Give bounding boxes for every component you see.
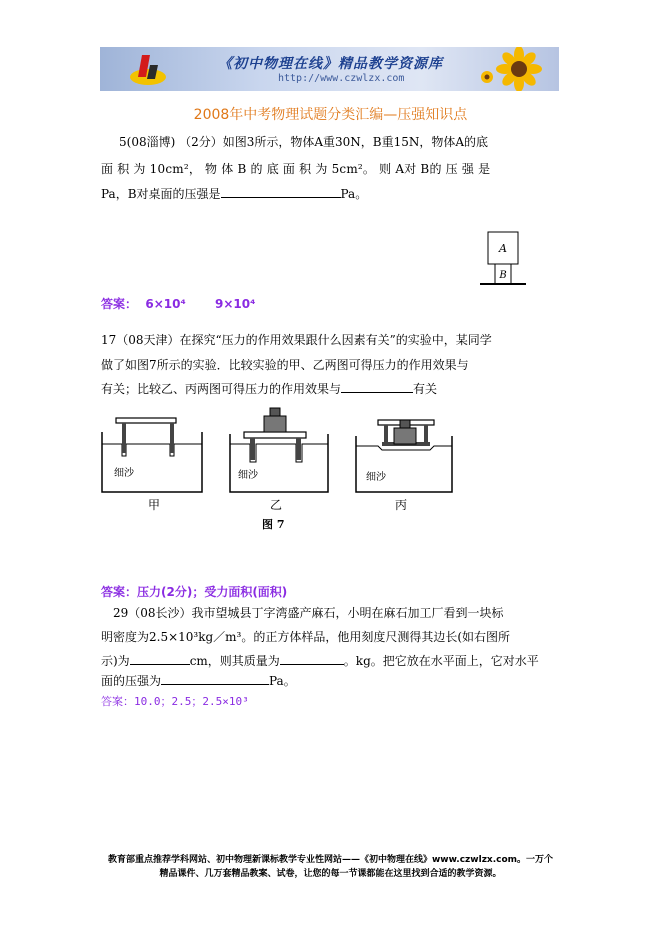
q5-line1: 5(08淄博) （2分）如图3所示，物体A重30N，B重15N，物体A的底	[119, 135, 489, 149]
site-logo	[128, 51, 168, 87]
q17-line3b: 有关	[413, 382, 438, 396]
sand-label-bing: 细沙	[366, 472, 386, 483]
figure-jia-label: 甲	[148, 498, 161, 512]
q29-line3a: 示)为	[101, 654, 130, 668]
q29-blank-edge[interactable]	[130, 652, 190, 665]
q29-line3	[101, 652, 539, 669]
figure-yi-label: 乙	[270, 498, 283, 512]
figure-7-jia	[102, 418, 202, 492]
q5-line3b: Pa。	[340, 187, 368, 201]
sand-label-jia: 细沙	[114, 468, 134, 479]
figure-7-caption: 图 7	[262, 518, 285, 531]
q29-blank-pressure[interactable]	[161, 672, 269, 685]
q17-blank[interactable]	[341, 380, 413, 393]
sand-label-yi: 细沙	[238, 470, 258, 481]
answer-5-value2: 9×10⁴	[214, 297, 256, 311]
block-a-label: A	[499, 242, 507, 255]
q17-line3a: 有关；比较乙、丙两图可得压力的作用效果与	[101, 382, 342, 396]
document-title: 2008年中考物理试题分类汇编—压强知识点	[193, 107, 468, 123]
q17-line3	[101, 380, 437, 397]
answer-5-label: 答案：	[101, 297, 138, 311]
answer-5-value1: 6×10⁴	[145, 297, 186, 311]
q17-line2: 做了如图7所示的实验．比较实验的甲、乙两图可得压力的作用效果与	[101, 358, 469, 372]
q29-line3b: cm，则其质量为	[189, 654, 280, 668]
q29-line4	[101, 672, 296, 689]
figure-blocks-a-b	[478, 228, 528, 290]
q29-line3c: 。kg。把它放在水平面上，它对水平	[343, 654, 539, 668]
q5-line3	[101, 185, 367, 202]
site-banner	[100, 47, 559, 91]
banner-url[interactable]: http://www.czwlzx.com	[278, 73, 405, 84]
block-b-label: B	[499, 270, 507, 281]
banner-title: 《初中物理在线》精品教学资源库	[218, 56, 443, 72]
q29-line2: 明密度为2.5×10³kg／m³。的正方体样品，他用刻度尺测得其边长(如右图所	[101, 630, 511, 644]
q5-line2: 面 积 为 10cm²， 物 体 B 的 底 面 积 为 5cm²。 则 A对 B的 压 强 是	[101, 162, 491, 176]
answer-5	[101, 295, 255, 312]
figure-7-bing	[356, 420, 452, 492]
page-footer	[0, 853, 661, 881]
q5-blank-b-pressure[interactable]	[221, 185, 341, 198]
figure-bing-label: 丙	[395, 498, 408, 512]
q29-line4a: 面的压强为	[101, 674, 162, 688]
figure-7-yi	[230, 408, 328, 492]
footer-line2: 精品课件、几万套精品教案、试卷，让您的每一节课都能在这里找到合适的教学资源。	[159, 869, 502, 879]
q17-line1: 17（08天津）在探究“压力的作用效果跟什么因素有关”的实验中，某同学	[101, 333, 492, 347]
answer-17: 答案：压力(2分)；受力面积(面积)	[101, 585, 288, 599]
figure-7	[100, 404, 460, 534]
q29-line1: 29（08长沙）我市望城县丁字湾盛产麻石，小明在麻石加工厂看到一块标	[113, 606, 504, 620]
footer-line1: 教育部重点推荐学科网站、初中物理新课标教学专业性网站——《初中物理在线》www.czwlzx.com。一万个	[107, 855, 554, 865]
q5-line3a: Pa，B对桌面的压强是	[101, 187, 221, 201]
sunflower-icon	[479, 47, 549, 91]
answer-29: 答案：10.0；2.5；2.5×10³	[101, 695, 249, 708]
q29-line4b: Pa。	[269, 674, 296, 688]
q29-blank-mass[interactable]	[280, 652, 344, 665]
